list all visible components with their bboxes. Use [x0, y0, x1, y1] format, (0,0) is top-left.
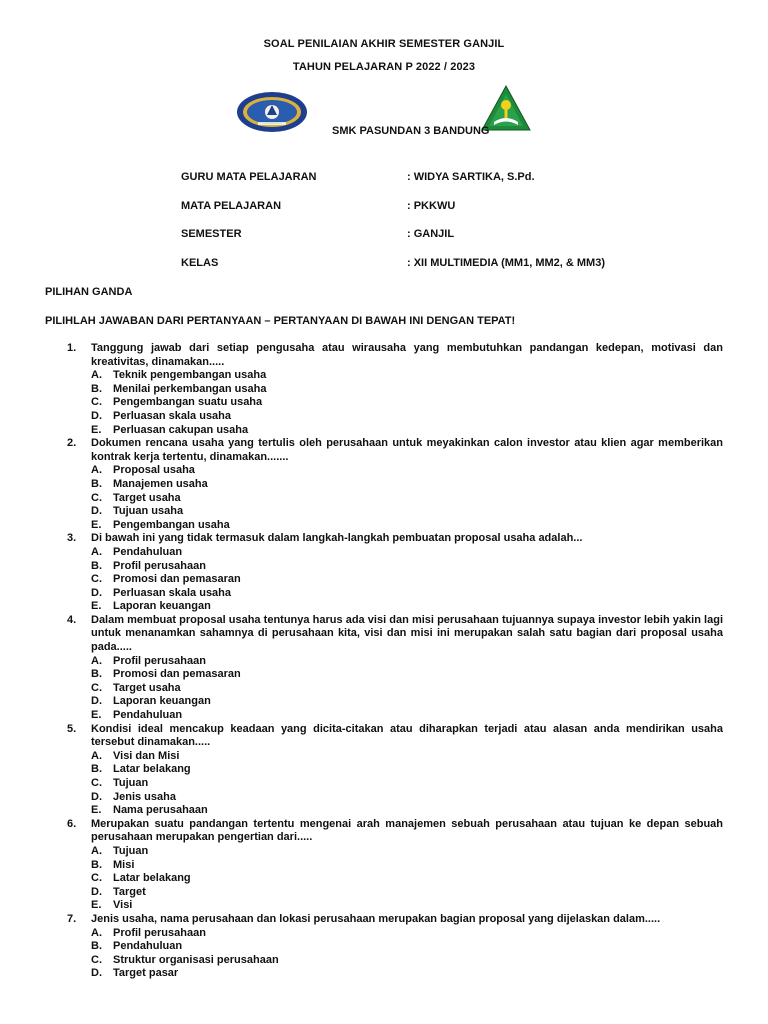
option-letter: C. [91, 573, 102, 586]
option-item [91, 804, 723, 818]
option-text: Latar belakang [113, 872, 191, 885]
option-text: Perluasan skala usaha [113, 586, 232, 599]
option-letter: B. [91, 559, 102, 572]
option-letter: C. [91, 953, 102, 966]
option-letter: A. [91, 464, 102, 477]
option-letter: B. [91, 382, 102, 395]
info-label: SEMESTER [181, 228, 242, 240]
option-text: Profil perusahaan [113, 654, 206, 667]
exam-title: SOAL PENILAIAN AKHIR SEMESTER GANJIL [263, 38, 505, 50]
section-heading: PILIHAN GANDA [45, 286, 133, 298]
question-number: 5. [67, 722, 77, 735]
option-text: Pendahuluan [113, 545, 183, 558]
option-text: Struktur organisasi perusahaan [113, 953, 279, 966]
option-item [91, 777, 723, 791]
option-item [91, 464, 723, 478]
option-item [91, 940, 723, 954]
option-item [91, 600, 723, 614]
option-item [91, 546, 723, 560]
question-item [45, 614, 723, 723]
option-letter: D. [91, 409, 102, 422]
option-item [91, 478, 723, 492]
question-list [45, 342, 723, 981]
option-item [91, 410, 723, 424]
option-text: Menilai perkembangan usaha [113, 382, 267, 395]
option-letter: E. [91, 518, 102, 531]
info-value: : XII MULTIMEDIA (MM1, MM2, & MM3) [407, 257, 605, 269]
option-item [91, 682, 723, 696]
question-text: Tanggung jawab dari setiap pengusaha atau wirausaha yang membutuhkan pandangan kedepan, motivasi dan kreativitas, dinamakan..... [91, 342, 723, 368]
option-text: Tujuan usaha [113, 505, 184, 518]
option-item [91, 492, 723, 506]
instruction-text: PILIHLAH JAWABAN DARI PERTANYAAN – PERTANYAAN DI BAWAH INI DENGAN TEPAT! [45, 315, 516, 327]
option-letter: C. [91, 872, 102, 885]
option-letter: C. [91, 681, 102, 694]
option-text: Tujuan [113, 777, 149, 789]
option-item [91, 655, 723, 669]
question-item [45, 723, 723, 818]
option-item [91, 709, 723, 723]
option-letter: B. [91, 477, 102, 490]
option-list [91, 464, 723, 532]
info-value: : PKKWU [407, 200, 456, 212]
question-item [45, 818, 723, 913]
option-letter: A. [91, 545, 102, 558]
option-letter: D. [91, 967, 102, 980]
option-letter: C. [91, 777, 102, 789]
option-text: Jenis usaha [113, 790, 176, 803]
option-letter: B. [91, 668, 102, 681]
question-number: 6. [67, 817, 77, 830]
option-item [91, 791, 723, 805]
exam-year: TAHUN PELAJARAN P 2022 / 2023 [292, 61, 476, 73]
option-text: Teknik pengembangan usaha [113, 369, 267, 382]
option-item [91, 695, 723, 709]
option-item [91, 560, 723, 574]
option-item [91, 763, 723, 777]
option-text: Laporan keuangan [113, 600, 211, 613]
option-list [91, 369, 723, 437]
option-letter: E. [91, 899, 102, 912]
option-list [91, 750, 723, 818]
option-item [91, 872, 723, 886]
option-letter: D. [91, 790, 102, 803]
option-list [91, 927, 723, 981]
question-number: 1. [67, 342, 77, 354]
question-text: Dalam membuat proposal usaha tentunya harus ada visi dan misi perusahaan tujuannya supaya investor lebih yakin lagi untuk menanamkan sahamnya di perusahaan kita, visi dan misi ini merupakan salah satu bagian dari proposal usaha pada..... [91, 613, 723, 654]
option-letter: B. [91, 763, 102, 776]
option-letter: A. [91, 654, 102, 667]
option-text: Laporan keuangan [113, 695, 211, 708]
option-text: Promosi dan pemasaran [113, 668, 241, 681]
option-letter: A. [91, 749, 102, 762]
question-number: 4. [67, 613, 77, 626]
option-item [91, 954, 723, 968]
option-list [91, 845, 723, 913]
option-text: Promosi dan pemasaran [113, 573, 241, 586]
option-item [91, 519, 723, 533]
option-item [91, 967, 723, 981]
option-item [91, 587, 723, 601]
option-item [91, 750, 723, 764]
question-item [45, 532, 723, 614]
option-letter: B. [91, 940, 102, 953]
option-item [91, 668, 723, 682]
option-letter: C. [91, 396, 102, 409]
option-letter: D. [91, 505, 102, 518]
info-value: : WIDYA SARTIKA, S.Pd. [407, 171, 535, 183]
option-item [91, 369, 723, 383]
option-letter: A. [91, 844, 102, 857]
option-letter: D. [91, 695, 102, 708]
option-letter: B. [91, 858, 102, 871]
question-item [45, 913, 723, 981]
question-number: 2. [67, 437, 77, 450]
option-text: Nama perusahaan [113, 804, 208, 817]
option-item [91, 927, 723, 941]
option-letter: A. [91, 926, 102, 939]
info-label: MATA PELAJARAN [181, 200, 282, 212]
option-text: Visi [113, 899, 133, 912]
option-item [91, 396, 723, 410]
question-number: 3. [67, 532, 77, 545]
info-label: GURU MATA PELAJARAN [181, 171, 317, 183]
option-text: Target [113, 885, 146, 898]
option-text: Latar belakang [113, 763, 191, 776]
option-item [91, 899, 723, 913]
option-item [91, 383, 723, 397]
option-letter: C. [91, 491, 102, 504]
school-name: SMK PASUNDAN 3 BANDUNG [332, 125, 490, 137]
option-letter: E. [91, 709, 102, 722]
option-text: Proposal usaha [113, 464, 195, 477]
option-text: Profil perusahaan [113, 559, 206, 572]
option-text: Target usaha [113, 681, 181, 694]
question-text: Dokumen rencana usaha yang tertulis oleh perusahaan untuk meyakinkan calon investor atau klien agar memberikan kontrak kerja tertentu, dinamakan....... [91, 437, 723, 463]
option-text: Target usaha [113, 491, 181, 504]
option-text: Pendahuluan [113, 709, 183, 722]
question-text: Kondisi ideal mencakup keadaan yang dicita-citakan atau diharapkan terjadi atau alasan anda mendirikan usaha tersebut dinamakan..... [91, 722, 723, 749]
option-text: Perluasan cakupan usaha [113, 423, 249, 436]
option-list [91, 655, 723, 723]
option-text: Target pasar [113, 967, 179, 980]
question-item [45, 342, 723, 437]
option-text: Pengembangan suatu usaha [113, 396, 263, 409]
option-letter: A. [91, 369, 102, 382]
option-item [91, 845, 723, 859]
info-label: KELAS [181, 257, 219, 269]
question-text: Jenis usaha, nama perusahaan dan lokasi perusahaan merupakan bagian proposal yang dijelaskan dalam..... [91, 912, 661, 925]
option-text: Misi [113, 858, 135, 871]
question-text: Merupakan suatu pandangan tertentu mengenai arah manajemen sebuah perusahaan atau tujuan ke depan sebuah perusahaan merupakan pengertian dari..... [91, 817, 723, 844]
option-item [91, 859, 723, 873]
question-item [45, 437, 723, 532]
info-value: : GANJIL [407, 228, 455, 240]
option-text: Profil perusahaan [113, 926, 206, 939]
option-letter: D. [91, 885, 102, 898]
option-list [91, 546, 723, 614]
option-letter: E. [91, 600, 102, 613]
option-text: Pendahuluan [113, 940, 183, 953]
option-letter: E. [91, 804, 102, 817]
option-item [91, 573, 723, 587]
question-text: Di bawah ini yang tidak termasuk dalam langkah-langkah pembuatan proposal usaha adalah... [91, 532, 583, 545]
option-item [91, 424, 723, 438]
option-text: Pengembangan usaha [113, 518, 230, 531]
option-text: Manajemen usaha [113, 477, 208, 490]
option-letter: D. [91, 586, 102, 599]
option-text: Perluasan skala usaha [113, 409, 232, 422]
school-emblem-icon [236, 91, 308, 133]
option-item [91, 505, 723, 519]
option-text: Visi dan Misi [113, 749, 180, 762]
option-letter: E. [91, 423, 102, 436]
option-item [91, 886, 723, 900]
option-text: Tujuan [113, 844, 149, 857]
question-number: 7. [67, 912, 77, 925]
